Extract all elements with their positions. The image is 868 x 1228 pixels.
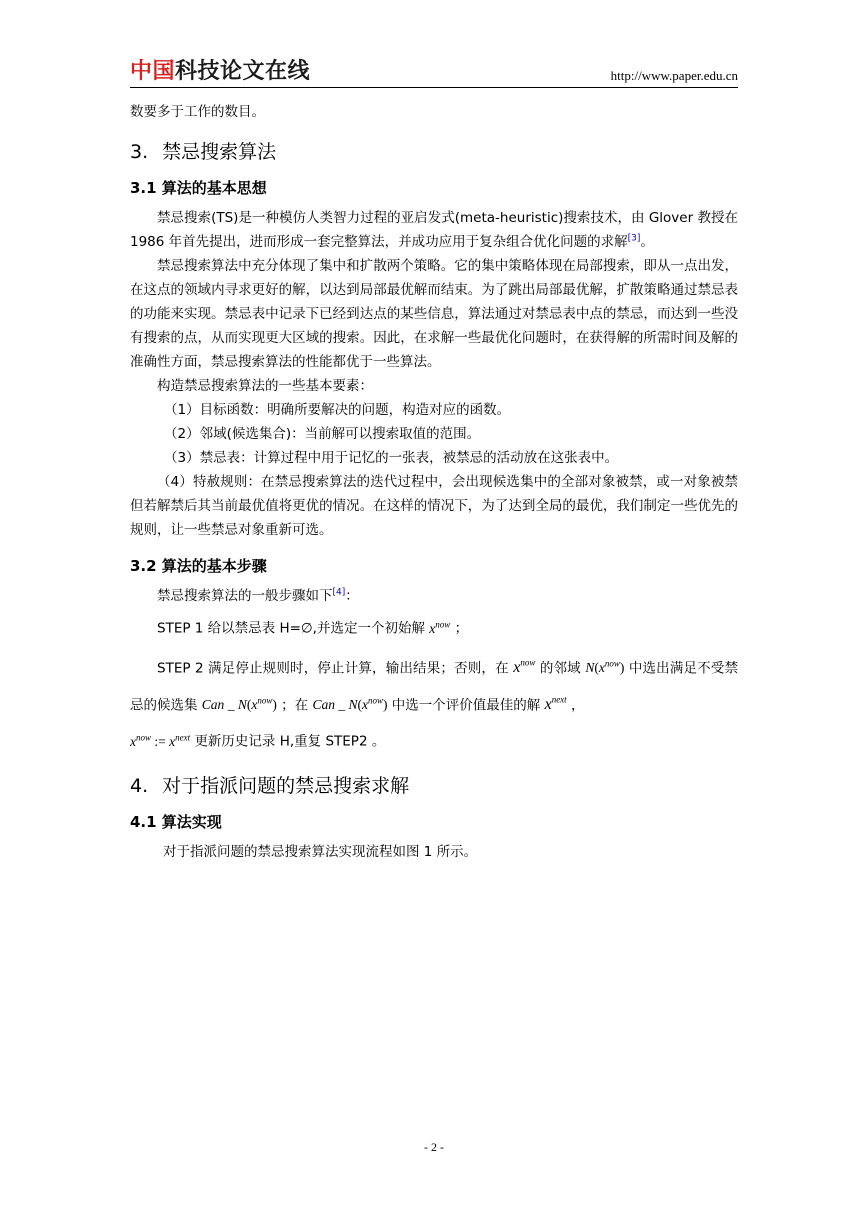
logo-dark-text: 科技论文在线 [175,59,311,84]
step-2-text-e: 中选一个评价值最佳的解 [391,697,541,714]
section-3-heading [130,140,738,164]
paragraph-4 [130,584,738,608]
step-2 [130,647,738,758]
step-2-text-d: ；在 [281,697,309,714]
paragraph-2: 禁忌搜索算法中充分体现了集中和扩散两个策略。它的集中策略体现在局部搜索，即从一点出发，在这点的领域内寻求更好的解，以达到局部最优解而结束。为了跳出局部最优解，扩散策略通过禁忌表的功能来实现。禁忌表中记录下已经到达点的某些信息，算法通过对禁忌表中点的禁忌，而达到一些没有搜索的点，从而实现更大区域的搜索。因此，在求解一些最优化问题时，在获得解的所需时间及解的准确性方面，禁忌搜索算法的性能都优于一些算法。 [130,258,738,370]
section-4-1-heading: 4.1 算法实现 [130,812,222,831]
intro-line: 数要多于工作的数目。 [130,104,265,120]
formula-x-now: $x^{now}$ [429,619,451,636]
step-1-text: STEP 1 给以禁忌表 H=∅,并选定一个初始解 [157,620,425,637]
step-1-end: ； [454,620,469,637]
formula-x-next: $x^{next}$ [544,694,567,714]
list-item-3: （3）禁忌表：计算过程中用于记忆的一张表，被禁忌的活动放在这张表中。 [164,450,619,466]
paragraph-5: 对于指派问题的禁忌搜索算法实现流程如图 1 所示。 [163,843,478,860]
section-3-2-heading: 3.2 算法的基本步骤 [130,557,267,575]
journal-logo [130,58,310,86]
list-item-1: （1）目标函数：明确所要解决的问题，构造对应的函数。 [164,402,511,418]
page-number: - 2 - [424,1140,444,1154]
paragraph-1-end: 。 [640,234,654,250]
step-2-text-b: 的邻域 [539,659,581,676]
section-3-1-heading: 3.1 算法的基本思想 [130,179,267,197]
step-2-text-g: 更新历史记录 H,重复 STEP2 。 [194,733,386,750]
list-item-2: （2）邻域(候选集合)：当前解可以搜索取值的范围。 [164,426,481,442]
formula-can-n-2: Can _ $N(x^{now})$ [312,695,388,713]
section-4-heading [130,774,738,798]
step-2-text-a: STEP 2 满足停止规则时，停止计算，输出结果；否则，在 [157,659,509,676]
page-body [130,100,738,864]
section-4-title: 对于指派问题的禁忌搜索求解 [162,774,410,797]
step-2-text-c: 中选出满足不受禁忌的候选集 [130,659,739,714]
step-2-text-f: ， [570,697,585,714]
list-item-4: （4）特赦规则：在禁忌搜索算法的迭代过程中，会出现候选集中的全部对象被禁，或一对象被禁但若解禁后其当前最优值将更优的情况。在这样的情况下，为了达到全局的最优，我们制定一些优先的规则，让一些禁忌对象重新可选。 [130,474,738,538]
paragraph-1 [130,206,738,254]
formula-neighborhood: $N(x^{now})$ [585,658,625,675]
page-header [130,58,738,90]
formula-assign: $x^{now}$ := $x^{next}$ [130,732,191,749]
citation-3[interactable]: [3] [627,233,641,244]
header-url[interactable]: http://www.paper.edu.cn [610,68,738,83]
section-3-title: 禁忌搜索算法 [162,141,277,163]
paragraph-1-text: 禁忌搜索(TS)是一种模仿人类智力过程的亚启发式(meta-heuristic)搜索技术，由 Glover 教授在 1986 年首先提出，进而形成一套完整算法，并成功应用于复杂组合优化问题的求解 [130,210,738,250]
paragraph-4-text: 禁忌搜索算法的一般步骤如下 [157,588,333,604]
paragraph-4-end: ： [345,588,359,604]
step-1 [130,612,738,641]
section-4-number: 4. [130,774,149,797]
logo-red-text: 中国 [130,59,176,84]
paragraph-3: 构造禁忌搜索算法的一些基本要素： [157,378,373,394]
formula-can-n: Can _ $N(x^{now})$ [201,695,277,713]
citation-4[interactable]: [4] [332,587,346,598]
section-3-number: 3. [130,141,149,163]
header-divider [130,87,738,88]
formula-x-now-2: $x^{now}$ [513,657,536,676]
